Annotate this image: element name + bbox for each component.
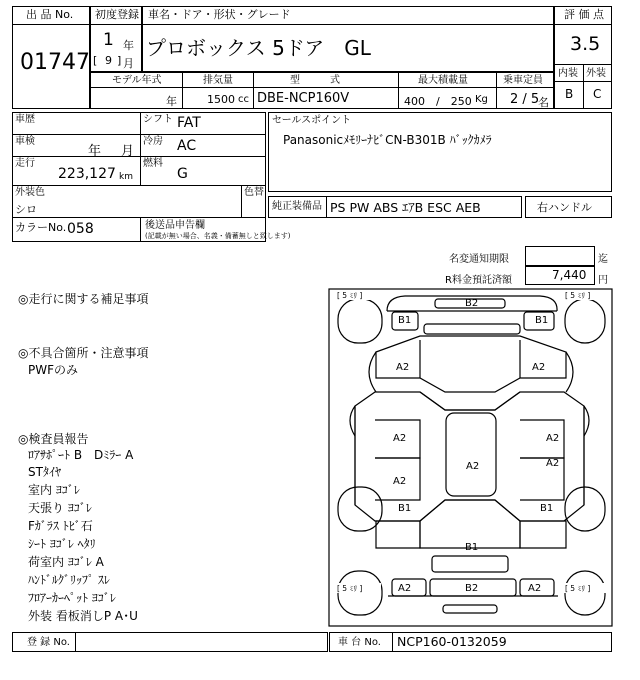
- displacement-unit: cc: [238, 94, 249, 105]
- mileage: 223,127: [58, 166, 116, 182]
- defect-notes-title: ◎不具合箇所・注意事項: [18, 346, 149, 360]
- mark-hood-left: A2: [396, 362, 410, 373]
- ac-label: 冷房: [143, 136, 163, 147]
- exterior-grade: C: [593, 87, 602, 101]
- tire-label-front-right: [ 5 ﾐﾘ ]: [565, 291, 591, 300]
- mark-front-bumper: B2: [465, 298, 479, 309]
- recycle-fee-unit: 円: [598, 275, 608, 286]
- car-name-label: 車名・ドア・形状・グレード: [148, 8, 291, 21]
- model-year-label: モデル年式: [112, 75, 162, 86]
- type-label: 型 式: [290, 75, 340, 86]
- recycle-fee-label: R料金預託済額: [445, 275, 512, 286]
- load-unit: Kg: [475, 94, 488, 105]
- max-load: 400 / 250: [404, 95, 472, 108]
- model-type: DBE-NCP160V: [257, 91, 350, 106]
- shift: FAT: [177, 115, 201, 131]
- score: 3.5: [570, 33, 601, 55]
- mark-rear-bumper-left: A2: [398, 583, 412, 594]
- inspector-note: ﾛｱｻﾎﾟｰﾄ B Dﾐﾗｰ A: [28, 448, 134, 462]
- tire-label-front-left: [ 5 ﾐﾘ ]: [337, 291, 363, 300]
- tire-label-rear-right: [ 5 ﾐﾘ ]: [565, 584, 591, 593]
- post-install-note: (記載が無い場合、名義・備蓄無しと致します): [145, 232, 291, 240]
- inspector-note: 室内 ﾖｺﾞﾚ: [28, 483, 80, 497]
- inspector-note: ﾊﾝﾄﾞﾙｸﾞﾘｯﾌﾟ ｽﾚ: [28, 573, 110, 587]
- mark-left-door-front: A2: [393, 433, 407, 444]
- inspector-note: Fｶﾞﾗｽ ﾄﾋﾞ石: [28, 519, 93, 533]
- fuel-label: 燃料: [143, 158, 163, 169]
- inspector-note: 荷室内 ﾖｺﾞﾚ A: [28, 555, 104, 569]
- fuel: G: [177, 166, 188, 182]
- capacity-label: 乗車定員: [503, 75, 543, 86]
- first-registration-month: 9: [105, 54, 112, 67]
- exterior-color: シロ: [15, 203, 37, 216]
- seating-capacity: 2 / 5: [510, 92, 540, 107]
- car-name: プロボックス 5ドア GL: [146, 36, 371, 60]
- drive-notes-title: ◎走行に関する補足事項: [18, 292, 149, 306]
- inspection-label: 車検: [15, 136, 35, 147]
- inspector-note: 外装 看板消しP A･U: [28, 609, 138, 623]
- load-label: 最大積載量: [418, 75, 468, 86]
- inspector-note: ﾌﾛｱｰｶｰﾍﾟｯﾄ ﾖｺﾞﾚ: [28, 591, 116, 605]
- post-install-label: 後送品申告欄: [145, 220, 205, 231]
- defect-note: PWFのみ: [28, 363, 79, 377]
- shift-label: シフト: [143, 114, 173, 125]
- interior-grade-label: 内装: [558, 68, 578, 79]
- color-number: 058: [67, 221, 94, 237]
- mark-rear-gate: B1: [465, 542, 479, 553]
- mark-rear-bumper-right: A2: [528, 583, 542, 594]
- capacity-unit: 名: [538, 96, 549, 109]
- first-registration-label: 初度登録: [95, 8, 139, 21]
- mark-left-quarter: B1: [398, 503, 412, 514]
- drive-side: 右ハンドル: [537, 201, 592, 214]
- equipment-label: 純正装備品: [272, 201, 322, 212]
- mark-left-door-rear: A2: [393, 476, 407, 487]
- equipment-items: PS PW ABS ｴｱB ESC AEB: [330, 200, 481, 215]
- year-unit: 年: [123, 39, 134, 52]
- interior-grade: B: [565, 87, 574, 101]
- inspector-note: STﾀｲﾔ: [28, 465, 61, 479]
- registration-number-label: 登 録 No.: [27, 637, 70, 648]
- score-label: 評 価 点: [564, 8, 604, 21]
- sales-point-label: セールスポイント: [272, 115, 352, 126]
- mark-right-door-front: A2: [546, 433, 560, 444]
- inspector-note: 天張り ﾖｺﾞﾚ: [28, 501, 92, 515]
- mark-right-quarter: B1: [540, 503, 554, 514]
- color-change-label: 色替: [244, 187, 264, 198]
- mark-right-door-rear: A2: [546, 458, 560, 469]
- air-conditioner: AC: [177, 138, 197, 154]
- mark-rear-bumper-center: B2: [465, 583, 479, 594]
- inspection-month-unit: 月: [121, 144, 135, 159]
- mileage-label: 走行: [15, 158, 35, 169]
- month-unit: 月: [123, 57, 134, 70]
- mark-hood-right: A2: [532, 362, 546, 373]
- lot-number-label: 出 品 No.: [26, 8, 74, 21]
- tire-label-rear-left: [ 5 ﾐﾘ ]: [337, 584, 363, 593]
- name-change-deadline-label: 名変通知期限: [449, 254, 509, 265]
- mark-roof: A2: [466, 461, 480, 472]
- name-change-deadline-unit: 迄: [598, 254, 608, 265]
- recycle-fee: 7,440: [552, 268, 587, 282]
- history-label: 車歴: [15, 114, 35, 125]
- mark-front-left: B1: [398, 315, 412, 326]
- inspector-note: ｼｰﾄ ﾖｺﾞﾚ ﾍﾀﾘ: [28, 537, 96, 551]
- exterior-grade-label: 外装: [586, 68, 606, 79]
- first-registration-year: 1: [103, 30, 114, 50]
- exterior-color-label: 外装色: [15, 187, 45, 198]
- mark-front-right: B1: [535, 315, 549, 326]
- color-number-label: カラーNo.: [15, 221, 67, 234]
- chassis-number-label: 車 台 No.: [338, 637, 381, 648]
- chassis-number: NCP160-0132059: [397, 634, 507, 649]
- displacement-label: 排気量: [203, 75, 233, 86]
- inspector-report-title: ◎検査員報告: [18, 432, 89, 446]
- lot-number: 01747: [20, 50, 90, 75]
- inspection-year-unit: 年: [88, 144, 102, 159]
- model-year-unit: 年: [166, 95, 177, 108]
- sales-point-text: PanasonicﾒﾓﾘｰﾅﾋﾞCN-B301B ﾊﾞｯｸｶﾒﾗ: [283, 133, 492, 147]
- mileage-unit: km: [119, 172, 133, 182]
- displacement: 1500: [207, 93, 235, 106]
